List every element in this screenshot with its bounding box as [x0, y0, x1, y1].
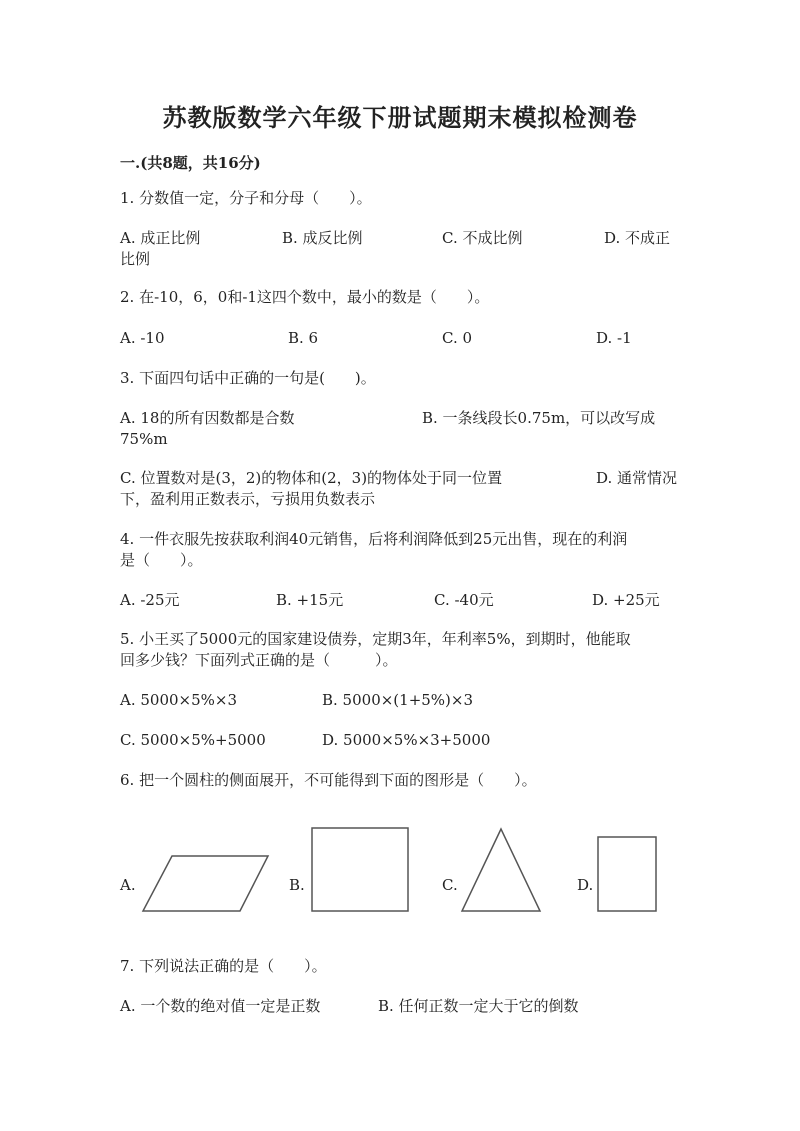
- option-a: A. -10: [120, 329, 165, 347]
- option-b: B. 6: [288, 329, 319, 347]
- question-1-stem: 1. 分数值一定，分子和分母（ ）。: [120, 189, 372, 207]
- question-2-stem: 2. 在-10，6，0和-1这四个数中，最小的数是（ ）。: [120, 288, 490, 306]
- question-3-stem: 3. 下面四句话中正确的一句是( )。: [120, 369, 376, 387]
- option-b: B. 5000×(1+5%)×3: [322, 691, 474, 709]
- option-b: B. 一条线段长0.75m，可以改写成: [422, 409, 656, 427]
- option-a: A. 18的所有因数都是合数: [120, 409, 295, 427]
- option-b: B. 任何正数一定大于它的倒数: [378, 997, 579, 1015]
- option-d: D. 通常情况: [596, 469, 678, 487]
- option-c: C. 不成比例: [442, 229, 523, 247]
- question-4-stem-line-1: 4. 一件衣服先按获取利润40元销售，后将利润降低到25元出售，现在的利润: [120, 530, 628, 548]
- option-d: D. 5000×5%×3+5000: [322, 731, 491, 749]
- triangle-shape: [462, 829, 540, 911]
- question-7-stem: 7. 下列说法正确的是（ ）。: [120, 957, 327, 975]
- parallelogram-shape: [143, 856, 268, 911]
- figure-c-label: C.: [442, 876, 458, 894]
- option-a: A. 一个数的绝对值一定是正数: [120, 997, 321, 1015]
- figure-b-label: B.: [289, 876, 305, 894]
- page-title: 苏教版数学六年级下册试题期末模拟检测卷: [162, 103, 638, 132]
- option-c: C. 5000×5%+5000: [120, 731, 266, 749]
- option-c: C. -40元: [434, 591, 494, 609]
- option-b-continued: 75%m: [120, 430, 168, 448]
- option-c: C. 位置数对是(3，2)的物体和(2，3)的物体处于同一位置: [120, 469, 503, 487]
- option-a: A. -25元: [120, 591, 180, 609]
- question-6-stem: 6. 把一个圆柱的侧面展开，不可能得到下面的图形是（ ）。: [120, 771, 537, 789]
- option-d-continued: 下，盈利用正数表示，亏损用负数表示: [120, 490, 376, 508]
- figure-a-label: A.: [120, 876, 136, 894]
- option-d-continued: 比例: [120, 250, 151, 268]
- option-b: B. 成反比例: [282, 229, 363, 247]
- rectangle-shape: [598, 837, 656, 911]
- figure-d-label: D.: [577, 876, 594, 894]
- option-a: A. 成正比例: [120, 229, 201, 247]
- option-a: A. 5000×5%×3: [120, 691, 238, 709]
- question-5-stem-line-1: 5. 小王买了5000元的国家建设债券，定期3年，年利率5%，到期时，他能取: [120, 630, 631, 648]
- section-heading: 一.(共8题，共16分): [120, 154, 261, 172]
- square-shape: [312, 828, 408, 911]
- option-d: D. -1: [596, 329, 632, 347]
- question-4-stem-line-2: 是（ ）。: [120, 551, 203, 569]
- question-5-stem-line-2: 回多少钱？下面列式正确的是（ ）。: [120, 651, 398, 669]
- option-c: C. 0: [442, 329, 473, 347]
- option-b: B. +15元: [276, 591, 344, 609]
- option-d: D. +25元: [592, 591, 660, 609]
- option-d: D. 不成正: [604, 229, 671, 247]
